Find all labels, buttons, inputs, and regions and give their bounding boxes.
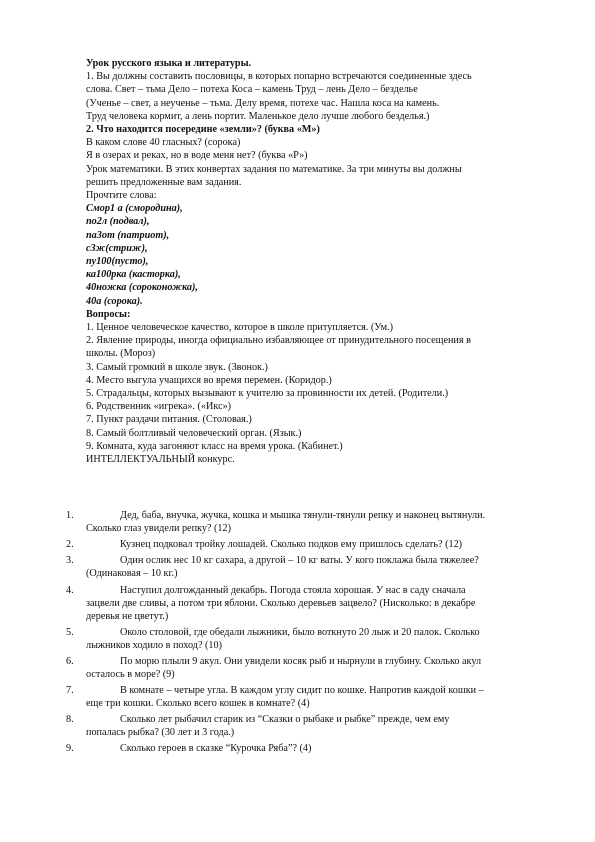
- text-line: Труд человека кормит, а лень портит. Маленькое дело лучше любого безделья.): [86, 110, 430, 122]
- list-item: [86, 626, 556, 652]
- list-item: [86, 713, 556, 739]
- item-line: Сколько лет рыбачил старик из “Сказки о рыбаке и рыбке” прежде, чем ему: [120, 714, 450, 725]
- list-number: 1.: [66, 510, 74, 521]
- list-number: 2.: [66, 539, 74, 550]
- list-item: [86, 554, 556, 580]
- list-number: 4.: [66, 585, 74, 596]
- question-line: 3. Самый громкий в школе звук. (Звонок.): [86, 361, 268, 373]
- question-line: 4. Место выгула учащихся во время перемен. (Коридор.): [86, 374, 332, 386]
- question-line: 8. Самый болтливый человеческий орган. (Язык.): [86, 427, 302, 439]
- list-item: [86, 655, 556, 681]
- item-line: Один ослик нес 10 кг сахара, а другой – 10 кг ваты. У кого поклажа была тяжелее?: [120, 555, 479, 566]
- item-line: деревья не цветут.): [86, 611, 169, 623]
- text-line: слова. Свет – тьма Дело – потеха Коса – камень Труд – лень Дело – безделье: [86, 84, 418, 96]
- item-line: осталось в море? (9): [86, 669, 175, 681]
- word-item: па3от (патриот),: [86, 229, 170, 241]
- word-item: 40а (сорока).: [86, 295, 143, 307]
- item-line: попалась рыбка? (30 лет и 3 года.): [86, 727, 235, 739]
- item-line: (Одинаковая – 10 кг.): [86, 568, 178, 580]
- text-line: В каком слове 40 гласных? (сорока): [86, 137, 241, 149]
- list-item: [86, 742, 556, 755]
- lesson-title: Урок русского языка и литературы.: [86, 58, 252, 69]
- text-line: решить предложенные вам задания.: [86, 176, 242, 188]
- contest-title: ИНТЕЛЛЕКТУАЛЬНЫЙ конкурс.: [86, 454, 235, 466]
- item-line: еще три кошки. Сколько всего кошек в комнате? (4): [86, 698, 310, 710]
- question-line: школы. (Мороз): [86, 348, 156, 360]
- item-line: По морю плыли 9 акул. Они увидели косяк рыб и нырнули в глубину. Сколько акул: [120, 656, 482, 667]
- text-line: Урок математики. В этих конвертах задания по математике. За три минуты вы должны: [86, 163, 462, 175]
- item-line: Сколько героев в сказке “Курочка Ряба”? (4): [120, 743, 312, 754]
- word-item: пу100(пусто),: [86, 256, 149, 268]
- list-number: 6.: [66, 656, 74, 667]
- question-line: 9. Комната, куда загоняют класс на время урока. (Кабинет.): [86, 440, 343, 452]
- question-line: 2. Явление природы, иногда официально избавляющее от принудительного посещения в: [86, 335, 471, 347]
- list-number: 9.: [66, 743, 74, 754]
- list-number: 3.: [66, 555, 74, 566]
- question-line: 6. Родственник «игрека». («Икс»): [86, 401, 232, 413]
- text-line: (Ученье – свет, а неученье – тьма. Делу время, потехе час. Нашла коса на камень.: [86, 97, 440, 109]
- list-item: [86, 684, 556, 710]
- word-item: ка100рка (касторка),: [86, 269, 181, 281]
- word-item: 40ножка (сороконожка),: [86, 282, 198, 294]
- item-line: Наступил долгожданный декабрь. Погода стояла хорошая. У нас в саду сначала: [120, 585, 466, 596]
- question-line: 7. Пункт раздачи питания. (Столовая.): [86, 414, 252, 426]
- item-line: Около столовой, где обедали лыжники, было воткнуто 20 лыж и 20 палок. Сколько: [120, 627, 480, 638]
- item-line: лыжников ходило в поход? (10): [86, 640, 222, 652]
- list-item: [86, 584, 556, 624]
- item-line: Дед, баба, внучка, жучка, кошка и мышка тянули-тянули репку и наконец вытянули.: [120, 510, 486, 521]
- item-line: В комнате – четыре угла. В каждом углу сидит по кошке. Напротив каждой кошки –: [120, 685, 484, 696]
- list-item: [86, 538, 556, 551]
- word-item: с3ж(стриж),: [86, 242, 148, 254]
- question-line: 5. Страдальцы, которых вызывают к учителю за провинности их детей. (Родители.): [86, 388, 449, 400]
- word-item: Смор1 а (смородина),: [86, 203, 183, 215]
- intro-block: [86, 57, 526, 466]
- list-item: [86, 509, 556, 535]
- questions-label: Вопросы:: [86, 308, 131, 320]
- text-line: Я в озерах и реках, но в воде меня нет? (буква «Р»): [86, 150, 308, 162]
- list-number: 7.: [66, 685, 74, 696]
- word-item: по2л (подвал),: [86, 216, 150, 228]
- question-2: 2. Что находится посередине «земли»? (буква «М»): [86, 124, 320, 136]
- read-words-label: Прочтите слова:: [86, 190, 157, 202]
- question-line: 1. Ценное человеческое качество, которое в школе притупляется. (Ум.): [86, 322, 393, 334]
- text-line: 1. Вы должны составить пословицы, в которых попарно встречаются соединенные здесь: [86, 71, 472, 83]
- item-line: Кузнец подковал тройку лошадей. Сколько подков ему пришлось сделать? (12): [120, 539, 463, 550]
- list-number: 5.: [66, 627, 74, 638]
- item-line: зацвели две сливы, а потом три яблони. Сколько деревьев зацвело? (Нисколько: в декабре: [86, 598, 476, 610]
- list-number: 8.: [66, 714, 74, 725]
- item-line: Сколько глаз увидели репку? (12): [86, 523, 231, 535]
